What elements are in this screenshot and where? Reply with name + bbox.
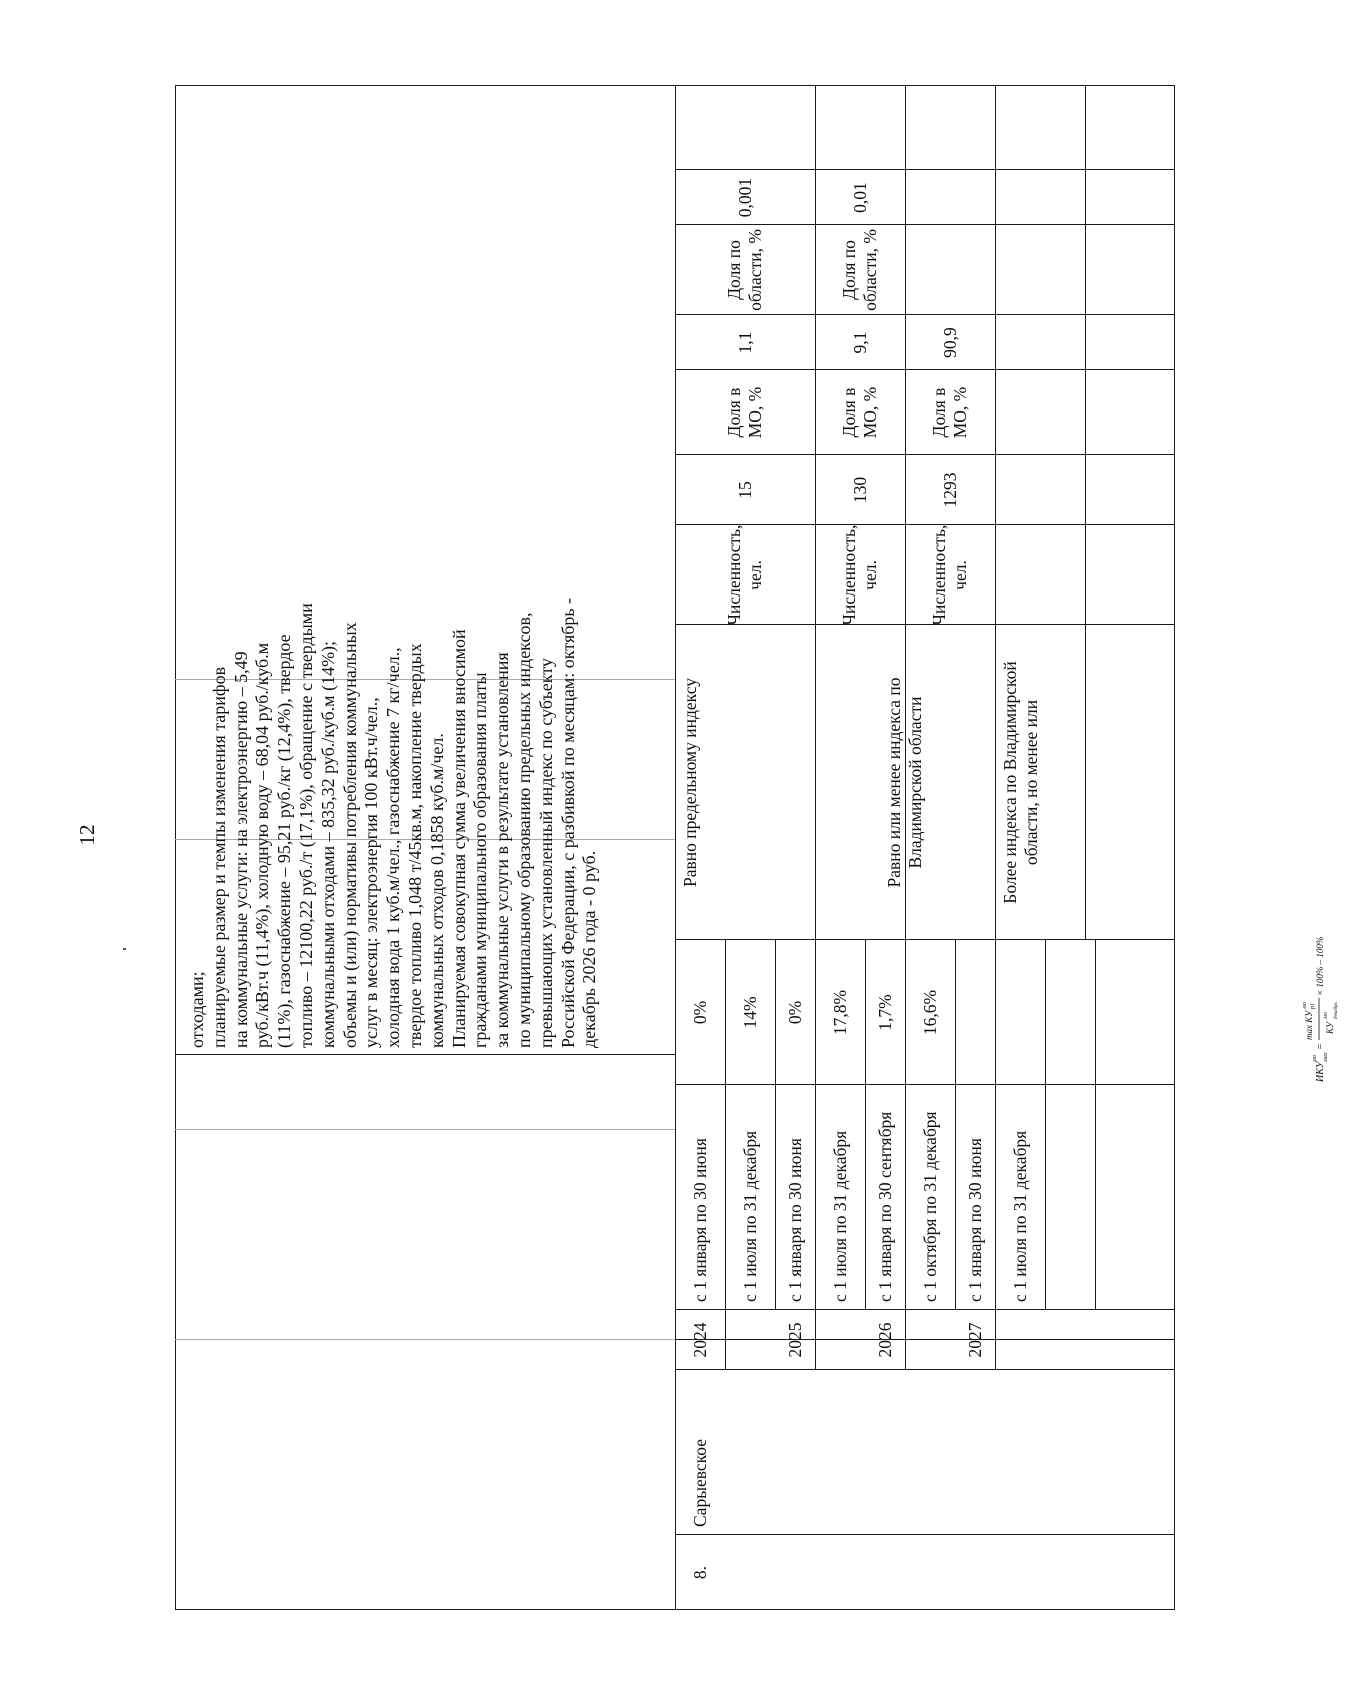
index-formula: [1281, 936, 1351, 1084]
description-line: Планируемая совокупная сумма увеличения вносимой: [448, 629, 469, 1048]
metric-value: 15: [734, 481, 755, 499]
period-year: 2027: [964, 1322, 985, 1358]
description-line: холодная вода 1 куб.м/чел., газоснабжение 7 кг/чел.,: [383, 647, 404, 1048]
metric-value: 1,1: [734, 331, 755, 354]
description-line: по муниципальному образованию предельных индексов,: [513, 612, 534, 1048]
tariff-description: [187, 90, 601, 1048]
description-line: руб./кВт.ч (11,4%), холодную воду – 68,04 руб./куб.м: [252, 642, 273, 1048]
group-label: Равно или менее индекса по Владимирской области: [884, 677, 925, 888]
period-range: с 1 октября по 31 декабря: [919, 1111, 940, 1302]
description-line: декабрь 2026 года - 0 руб.: [579, 850, 600, 1048]
continuation-block: [175, 85, 675, 1610]
description-line: (11%), газоснабжение – 95,21 руб./кг (12,4%), твердое: [274, 634, 295, 1048]
row-8-block: [675, 85, 1339, 1610]
svg-text:=: =: [1315, 1043, 1326, 1050]
formula-denominator: КУ: [1325, 1022, 1335, 1034]
period-range: с 1 января по 30 июня: [784, 1138, 805, 1302]
period-year: 2026: [874, 1322, 895, 1358]
metric-value: 9,1: [849, 331, 870, 354]
description-line: объемы и (или) нормативы потребления коммунальных: [339, 622, 360, 1048]
metric-value: 0,01: [849, 182, 870, 213]
description-line: коммунальными отходами – 835,32 руб./куб.м (14%);: [317, 640, 338, 1048]
metric-label: Доля в МО, %: [929, 386, 970, 439]
period-range: с 1 июля по 31 декабря: [829, 1130, 850, 1302]
metric-label: Доля в МО, %: [724, 386, 765, 439]
formula-numerator: max КУ: [1304, 1010, 1314, 1040]
formula-num-sup: мо: [1302, 1002, 1308, 1009]
index-value: 14%: [739, 996, 760, 1029]
metric-label: Доля в МО, %: [839, 386, 880, 439]
index-value: 1,7%: [874, 994, 895, 1031]
description-line: превышающих установленный индекс по субъекту: [535, 658, 556, 1048]
description-line: коммунальных отходов 0,1858 куб.м/чел.: [426, 733, 447, 1048]
formula-lhs: ИКУ: [1315, 1061, 1326, 1082]
row-number: 8.: [689, 1565, 710, 1580]
description-line: гражданами муниципального образования платы: [470, 672, 491, 1048]
formula-den-sup: мо: [1323, 1012, 1329, 1019]
period-range: с 1 июля по 31 декабря: [739, 1130, 760, 1302]
description-line: за коммунальные услуги в результате установления: [492, 652, 513, 1048]
municipality-name: Сарыевское: [689, 1439, 710, 1527]
metric-value: 1293: [939, 472, 960, 508]
index-value: 17,8%: [829, 989, 850, 1036]
description-line: планируемые размер и темпы изменения тарифов: [208, 666, 229, 1048]
index-value: 16,6%: [919, 989, 940, 1036]
period-range: с 1 июля по 31 декабря: [1009, 1130, 1030, 1302]
period-year: 2024: [689, 1322, 710, 1358]
metric-value: 0,001: [734, 177, 755, 218]
index-value: 0%: [689, 1000, 710, 1025]
period-range: с 1 января по 30 июня: [964, 1138, 985, 1302]
group-label: Более индекса по Владимирской области, но менее или: [1000, 661, 1041, 904]
group-label: Равно предельному индексу: [680, 677, 700, 888]
metric-label: Численность, чел.: [724, 524, 765, 626]
rotated-table: [175, 85, 1339, 1610]
metric-label: Численность, чел.: [839, 524, 880, 626]
description-line: твердое топливо 1,048 т/45кв.м, накопление твердых: [404, 643, 425, 1048]
metric-label: Доля по области, %: [839, 229, 880, 311]
formula-den-sub: декабрь: [1334, 1002, 1339, 1019]
metric-label: Доля по области, %: [724, 229, 765, 311]
description-line: топливо – 12100,22 руб./т (17,1%), обращение с твердыми: [295, 603, 316, 1048]
period-range: с 1 января по 30 июня: [689, 1138, 710, 1302]
metric-value: 130: [849, 476, 870, 504]
description-line: Российской Федерации, с разбивкой по месяцам: октябрь -: [557, 597, 578, 1048]
metric-label: Численность, чел.: [929, 524, 970, 626]
page-number: 12: [75, 824, 99, 846]
period-range: с 1 января по 30 сентября: [874, 1111, 895, 1302]
scan-speck: [123, 948, 126, 950]
description-line: на коммунальные услуги: на электроэнергию – 5,49: [230, 651, 251, 1048]
index-value: 0%: [784, 1000, 805, 1025]
formula-lhs-sub: мах: [1323, 1052, 1329, 1062]
formula-num-sub: р1: [1310, 1003, 1316, 1009]
description-line: отходами;: [187, 971, 207, 1048]
description-line: услуг в месяц: электроэнергия 100 кВт.ч/чел.,: [361, 697, 382, 1048]
metric-value: 90,9: [939, 327, 960, 358]
formula-tail: × 100% – 100%: [1315, 936, 1325, 996]
period-year: 2025: [784, 1322, 805, 1358]
formula-lhs-sup: мо: [1312, 1055, 1318, 1062]
